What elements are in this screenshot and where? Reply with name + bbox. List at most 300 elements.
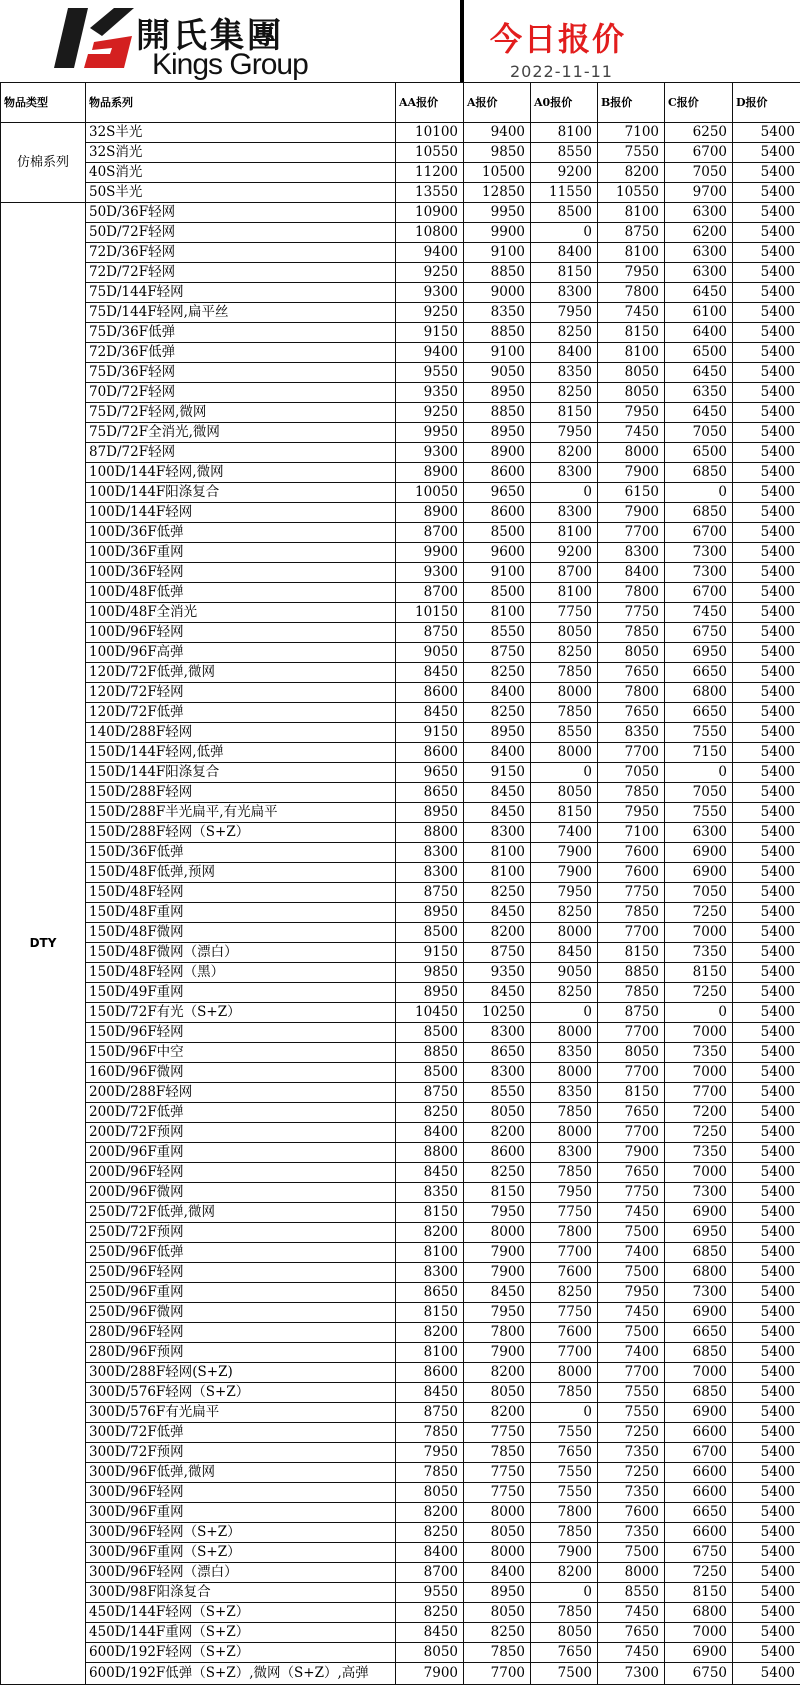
price-cell: 8850 bbox=[464, 403, 531, 423]
price-cell: 7550 bbox=[598, 1383, 665, 1403]
price-cell: 5400 bbox=[733, 1643, 800, 1663]
price-cell: 6750 bbox=[665, 623, 733, 643]
table-row bbox=[1, 503, 800, 523]
price-cell: 7900 bbox=[464, 1343, 531, 1363]
table-row bbox=[1, 923, 800, 943]
price-cell: 8200 bbox=[598, 163, 665, 183]
price-cell: 8850 bbox=[464, 263, 531, 283]
price-cell: 8750 bbox=[464, 943, 531, 963]
price-cell: 8300 bbox=[396, 863, 464, 883]
price-cell: 8350 bbox=[598, 723, 665, 743]
price-cell: 7950 bbox=[531, 883, 598, 903]
price-cell: 7250 bbox=[598, 1423, 665, 1443]
price-cell: 7900 bbox=[464, 1243, 531, 1263]
price-cell: 7550 bbox=[531, 1483, 598, 1503]
price-cell: 5400 bbox=[733, 1623, 800, 1643]
table-row bbox=[1, 1483, 800, 1503]
price-cell: 6850 bbox=[665, 1383, 733, 1403]
price-cell: 0 bbox=[531, 763, 598, 783]
price-cell: 5400 bbox=[733, 823, 800, 843]
price-cell: 8250 bbox=[396, 1103, 464, 1123]
price-cell: 5400 bbox=[733, 923, 800, 943]
product-name-cell: 32S消光 bbox=[86, 143, 396, 163]
price-cell: 5400 bbox=[733, 483, 800, 503]
price-cell: 5400 bbox=[733, 343, 800, 363]
price-cell: 5400 bbox=[733, 423, 800, 443]
table-row bbox=[1, 863, 800, 883]
price-cell: 9650 bbox=[396, 763, 464, 783]
table-row bbox=[1, 1303, 800, 1323]
price-cell: 6900 bbox=[665, 1403, 733, 1423]
price-cell: 8250 bbox=[531, 383, 598, 403]
price-cell: 7300 bbox=[598, 1663, 665, 1685]
price-cell: 6500 bbox=[665, 443, 733, 463]
price-cell: 0 bbox=[665, 763, 733, 783]
price-cell: 6800 bbox=[665, 683, 733, 703]
product-name-cell: 300D/288F轻网(S+Z) bbox=[86, 1363, 396, 1383]
price-cell: 10100 bbox=[396, 123, 464, 143]
price-cell: 7800 bbox=[598, 583, 665, 603]
price-cell: 5400 bbox=[733, 683, 800, 703]
product-name-cell: 120D/72F轻网 bbox=[86, 683, 396, 703]
price-cell: 5400 bbox=[733, 143, 800, 163]
price-cell: 8050 bbox=[598, 363, 665, 383]
table-row bbox=[1, 483, 800, 503]
table-row bbox=[1, 1063, 800, 1083]
product-name-cell: 50D/72F轻网 bbox=[86, 223, 396, 243]
product-name-cell: 280D/96F轻网 bbox=[86, 1323, 396, 1343]
product-name-cell: 150D/48F微网 bbox=[86, 923, 396, 943]
price-cell: 5400 bbox=[733, 1163, 800, 1183]
price-cell: 7700 bbox=[531, 1243, 598, 1263]
price-cell: 8700 bbox=[531, 563, 598, 583]
price-cell: 5400 bbox=[733, 1203, 800, 1223]
price-cell: 8400 bbox=[464, 1563, 531, 1583]
price-cell: 8850 bbox=[396, 1043, 464, 1063]
price-cell: 7850 bbox=[464, 1643, 531, 1663]
price-cell: 7800 bbox=[531, 1223, 598, 1243]
price-cell: 6250 bbox=[665, 123, 733, 143]
price-cell: 5400 bbox=[733, 403, 800, 423]
price-cell: 5400 bbox=[733, 643, 800, 663]
price-cell: 8050 bbox=[396, 1483, 464, 1503]
price-cell: 9050 bbox=[396, 643, 464, 663]
price-cell: 8300 bbox=[598, 543, 665, 563]
price-cell: 10550 bbox=[598, 183, 665, 203]
price-cell: 9950 bbox=[396, 423, 464, 443]
table-row bbox=[1, 1323, 800, 1343]
price-cell: 7750 bbox=[464, 1463, 531, 1483]
price-cell: 7550 bbox=[665, 723, 733, 743]
price-cell: 8300 bbox=[531, 463, 598, 483]
price-cell: 8350 bbox=[531, 1083, 598, 1103]
table-row bbox=[1, 803, 800, 823]
price-cell: 0 bbox=[531, 223, 598, 243]
price-cell: 11550 bbox=[531, 183, 598, 203]
price-cell: 7600 bbox=[598, 843, 665, 863]
product-name-cell: 50S半光 bbox=[86, 183, 396, 203]
price-cell: 7650 bbox=[598, 1103, 665, 1123]
table-row bbox=[1, 1203, 800, 1223]
category-cell: DTY bbox=[1, 203, 86, 1685]
price-cell: 6450 bbox=[665, 363, 733, 383]
table-row bbox=[1, 1123, 800, 1143]
price-cell: 6300 bbox=[665, 203, 733, 223]
price-cell: 9050 bbox=[531, 963, 598, 983]
table-row bbox=[1, 283, 800, 303]
product-name-cell: 100D/96F轻网 bbox=[86, 623, 396, 643]
price-cell: 8450 bbox=[396, 1383, 464, 1403]
price-cell: 7250 bbox=[665, 1123, 733, 1143]
price-cell: 8600 bbox=[396, 683, 464, 703]
table-row bbox=[1, 1383, 800, 1403]
table-row bbox=[1, 983, 800, 1003]
price-cell: 7950 bbox=[598, 1283, 665, 1303]
price-cell: 6650 bbox=[665, 663, 733, 683]
price-cell: 5400 bbox=[733, 183, 800, 203]
price-cell: 8050 bbox=[464, 1603, 531, 1623]
price-cell: 7900 bbox=[598, 1143, 665, 1163]
price-cell: 8050 bbox=[598, 1043, 665, 1063]
price-cell: 7250 bbox=[665, 1563, 733, 1583]
product-name-cell: 72D/72F轻网 bbox=[86, 263, 396, 283]
price-cell: 7800 bbox=[464, 1323, 531, 1343]
price-cell: 6350 bbox=[665, 383, 733, 403]
product-name-cell: 300D/96F重网（S+Z） bbox=[86, 1543, 396, 1563]
price-cell: 9250 bbox=[396, 303, 464, 323]
table-row bbox=[1, 1523, 800, 1543]
price-cell: 8550 bbox=[598, 1583, 665, 1603]
table-row bbox=[1, 1443, 800, 1463]
price-cell: 7350 bbox=[598, 1523, 665, 1543]
price-cell: 7750 bbox=[598, 603, 665, 623]
price-cell: 5400 bbox=[733, 163, 800, 183]
price-cell: 7350 bbox=[665, 1043, 733, 1063]
price-cell: 5400 bbox=[733, 1363, 800, 1383]
price-cell: 7550 bbox=[531, 1463, 598, 1483]
price-cell: 8550 bbox=[531, 143, 598, 163]
price-cell: 8100 bbox=[531, 583, 598, 603]
price-cell: 7250 bbox=[665, 983, 733, 1003]
price-cell: 8050 bbox=[531, 623, 598, 643]
price-cell: 8000 bbox=[531, 1023, 598, 1043]
price-cell: 7850 bbox=[531, 703, 598, 723]
price-cell: 5400 bbox=[733, 1043, 800, 1063]
price-cell: 5400 bbox=[733, 1283, 800, 1303]
price-cell: 8600 bbox=[396, 1363, 464, 1383]
column-header: 物品系列 bbox=[86, 83, 396, 123]
price-cell: 6300 bbox=[665, 823, 733, 843]
page-title: 今日报价 bbox=[490, 14, 626, 60]
price-cell: 7750 bbox=[531, 1303, 598, 1323]
price-cell: 5400 bbox=[733, 243, 800, 263]
price-cell: 7650 bbox=[598, 1623, 665, 1643]
price-cell: 8950 bbox=[396, 803, 464, 823]
table-row bbox=[1, 243, 800, 263]
price-cell: 5400 bbox=[733, 963, 800, 983]
price-cell: 7500 bbox=[598, 1223, 665, 1243]
table-row bbox=[1, 963, 800, 983]
product-name-cell: 150D/144F轻网,低弹 bbox=[86, 743, 396, 763]
product-name-cell: 100D/144F轻网,微网 bbox=[86, 463, 396, 483]
table-row bbox=[1, 463, 800, 483]
price-cell: 7400 bbox=[598, 1243, 665, 1263]
price-cell: 8150 bbox=[598, 943, 665, 963]
product-name-cell: 150D/288F轻网（S+Z） bbox=[86, 823, 396, 843]
product-name-cell: 150D/48F轻网（黑） bbox=[86, 963, 396, 983]
price-cell: 5400 bbox=[733, 1063, 800, 1083]
price-cell: 8250 bbox=[464, 703, 531, 723]
price-cell: 5400 bbox=[733, 843, 800, 863]
price-cell: 5400 bbox=[733, 883, 800, 903]
price-cell: 10250 bbox=[464, 1003, 531, 1023]
price-cell: 8400 bbox=[396, 1543, 464, 1563]
price-cell: 7950 bbox=[598, 263, 665, 283]
price-cell: 7350 bbox=[665, 943, 733, 963]
price-cell: 8300 bbox=[464, 1063, 531, 1083]
price-cell: 7000 bbox=[665, 923, 733, 943]
price-cell: 8900 bbox=[464, 443, 531, 463]
product-name-cell: 200D/72F低弹 bbox=[86, 1103, 396, 1123]
price-cell: 5400 bbox=[733, 583, 800, 603]
product-name-cell: 300D/96F低弹,微网 bbox=[86, 1463, 396, 1483]
product-name-cell: 300D/98F阳涤复合 bbox=[86, 1583, 396, 1603]
header bbox=[0, 0, 800, 82]
price-cell: 8650 bbox=[464, 1043, 531, 1063]
table-row bbox=[1, 723, 800, 743]
price-cell: 8050 bbox=[464, 1523, 531, 1543]
price-cell: 5400 bbox=[733, 463, 800, 483]
price-cell: 6150 bbox=[598, 483, 665, 503]
price-cell: 8050 bbox=[598, 643, 665, 663]
price-cell: 5400 bbox=[733, 363, 800, 383]
product-name-cell: 150D/48F轻网 bbox=[86, 883, 396, 903]
price-cell: 8450 bbox=[396, 1623, 464, 1643]
ks-logo-icon bbox=[54, 6, 134, 70]
price-cell: 7650 bbox=[598, 1163, 665, 1183]
table-row bbox=[1, 1463, 800, 1483]
price-cell: 9150 bbox=[464, 763, 531, 783]
price-cell: 6100 bbox=[665, 303, 733, 323]
price-cell: 8250 bbox=[531, 1283, 598, 1303]
table-row bbox=[1, 163, 800, 183]
price-cell: 7950 bbox=[598, 803, 665, 823]
product-name-cell: 75D/144F轻网 bbox=[86, 283, 396, 303]
price-cell: 5400 bbox=[733, 1023, 800, 1043]
price-cell: 10900 bbox=[396, 203, 464, 223]
price-cell: 8500 bbox=[464, 523, 531, 543]
price-cell: 8250 bbox=[531, 983, 598, 1003]
price-cell: 5400 bbox=[733, 1103, 800, 1123]
price-cell: 9300 bbox=[396, 283, 464, 303]
table-row bbox=[1, 1003, 800, 1023]
price-cell: 7300 bbox=[665, 1183, 733, 1203]
price-cell: 7350 bbox=[598, 1443, 665, 1463]
price-cell: 8150 bbox=[396, 1203, 464, 1223]
price-cell: 5400 bbox=[733, 383, 800, 403]
price-cell: 8750 bbox=[396, 1403, 464, 1423]
price-cell: 6900 bbox=[665, 1303, 733, 1323]
price-cell: 8000 bbox=[531, 1063, 598, 1083]
price-cell: 7850 bbox=[531, 663, 598, 683]
table-row bbox=[1, 303, 800, 323]
table-row bbox=[1, 623, 800, 643]
price-cell: 7850 bbox=[396, 1463, 464, 1483]
price-cell: 5400 bbox=[733, 1583, 800, 1603]
price-cell: 7450 bbox=[598, 1303, 665, 1323]
product-name-cell: 200D/96F重网 bbox=[86, 1143, 396, 1163]
price-cell: 6850 bbox=[665, 1243, 733, 1263]
product-name-cell: 100D/144F阳涤复合 bbox=[86, 483, 396, 503]
price-cell: 8600 bbox=[464, 463, 531, 483]
price-cell: 8500 bbox=[396, 1063, 464, 1083]
product-name-cell: 600D/192F低弹（S+Z）,微网（S+Z）,高弹 bbox=[86, 1663, 396, 1685]
price-cell: 5400 bbox=[733, 1243, 800, 1263]
price-cell: 7850 bbox=[531, 1523, 598, 1543]
price-cell: 8250 bbox=[464, 1623, 531, 1643]
price-cell: 7750 bbox=[464, 1483, 531, 1503]
price-cell: 9100 bbox=[464, 563, 531, 583]
table-row bbox=[1, 523, 800, 543]
price-cell: 8050 bbox=[598, 383, 665, 403]
price-cell: 7150 bbox=[665, 743, 733, 763]
price-cell: 5400 bbox=[733, 123, 800, 143]
price-cell: 7450 bbox=[598, 1603, 665, 1623]
product-name-cell: 200D/288F轻网 bbox=[86, 1083, 396, 1103]
price-cell: 8100 bbox=[598, 343, 665, 363]
price-cell: 7600 bbox=[531, 1263, 598, 1283]
price-cell: 5400 bbox=[733, 723, 800, 743]
price-cell: 9350 bbox=[396, 383, 464, 403]
table-row bbox=[1, 703, 800, 723]
price-cell: 8000 bbox=[598, 443, 665, 463]
table-row bbox=[1, 403, 800, 423]
price-cell: 9400 bbox=[464, 123, 531, 143]
product-name-cell: 300D/96F轻网 bbox=[86, 1483, 396, 1503]
table-row bbox=[1, 223, 800, 243]
price-cell: 7100 bbox=[598, 123, 665, 143]
price-cell: 8300 bbox=[531, 1143, 598, 1163]
product-name-cell: 280D/96F预网 bbox=[86, 1343, 396, 1363]
price-cell: 8450 bbox=[396, 1163, 464, 1183]
price-cell: 7950 bbox=[464, 1303, 531, 1323]
table-row bbox=[1, 1283, 800, 1303]
table-row bbox=[1, 1363, 800, 1383]
price-cell: 5400 bbox=[733, 763, 800, 783]
product-name-cell: 300D/96F重网 bbox=[86, 1503, 396, 1523]
price-cell: 8250 bbox=[531, 323, 598, 343]
table-row bbox=[1, 823, 800, 843]
price-cell: 5400 bbox=[733, 1523, 800, 1543]
price-cell: 8350 bbox=[531, 363, 598, 383]
price-cell: 5400 bbox=[733, 943, 800, 963]
product-name-cell: 250D/96F低弹 bbox=[86, 1243, 396, 1263]
price-cell: 7950 bbox=[531, 423, 598, 443]
price-cell: 5400 bbox=[733, 1383, 800, 1403]
product-name-cell: 100D/36F低弹 bbox=[86, 523, 396, 543]
price-cell: 8100 bbox=[531, 123, 598, 143]
price-cell: 8000 bbox=[531, 743, 598, 763]
product-name-cell: 75D/72F轻网,微网 bbox=[86, 403, 396, 423]
price-cell: 8400 bbox=[598, 563, 665, 583]
price-cell: 8050 bbox=[464, 1383, 531, 1403]
price-cell: 8350 bbox=[396, 1183, 464, 1203]
price-cell: 8300 bbox=[396, 843, 464, 863]
price-cell: 9050 bbox=[464, 363, 531, 383]
price-cell: 8100 bbox=[396, 1243, 464, 1263]
product-name-cell: 32S半光 bbox=[86, 123, 396, 143]
price-cell: 7650 bbox=[598, 663, 665, 683]
price-cell: 5400 bbox=[733, 1443, 800, 1463]
table-row bbox=[1, 423, 800, 443]
price-cell: 7850 bbox=[531, 1603, 598, 1623]
price-cell: 6600 bbox=[665, 1483, 733, 1503]
price-cell: 8450 bbox=[464, 783, 531, 803]
table-row bbox=[1, 1143, 800, 1163]
price-cell: 8500 bbox=[464, 583, 531, 603]
price-cell: 8100 bbox=[598, 243, 665, 263]
price-cell: 5400 bbox=[733, 983, 800, 1003]
price-cell: 7400 bbox=[598, 1343, 665, 1363]
price-cell: 6950 bbox=[665, 643, 733, 663]
price-cell: 8000 bbox=[531, 1123, 598, 1143]
price-cell: 9250 bbox=[396, 263, 464, 283]
price-cell: 8200 bbox=[464, 1123, 531, 1143]
table-row bbox=[1, 443, 800, 463]
price-cell: 5400 bbox=[733, 623, 800, 643]
table-row bbox=[1, 323, 800, 343]
price-cell: 5400 bbox=[733, 743, 800, 763]
price-cell: 8750 bbox=[396, 883, 464, 903]
price-cell: 8600 bbox=[464, 503, 531, 523]
price-cell: 7550 bbox=[531, 1423, 598, 1443]
price-cell: 7700 bbox=[598, 1363, 665, 1383]
price-cell: 5400 bbox=[733, 1223, 800, 1243]
price-cell: 8550 bbox=[464, 1083, 531, 1103]
price-cell: 6600 bbox=[665, 1523, 733, 1543]
table-row bbox=[1, 183, 800, 203]
product-name-cell: 150D/72F有光（S+Z） bbox=[86, 1003, 396, 1023]
price-cell: 5400 bbox=[733, 1543, 800, 1563]
price-cell: 9300 bbox=[396, 563, 464, 583]
price-cell: 6300 bbox=[665, 263, 733, 283]
price-cell: 9550 bbox=[396, 363, 464, 383]
price-cell: 5400 bbox=[733, 283, 800, 303]
product-name-cell: 75D/144F轻网,扁平丝 bbox=[86, 303, 396, 323]
table-row bbox=[1, 1163, 800, 1183]
price-cell: 9900 bbox=[464, 223, 531, 243]
price-cell: 7850 bbox=[531, 1383, 598, 1403]
brand-name-cn: 開氏集團 bbox=[136, 8, 284, 57]
price-cell: 5400 bbox=[733, 1303, 800, 1323]
price-cell: 5400 bbox=[733, 863, 800, 883]
price-cell: 0 bbox=[531, 1003, 598, 1023]
price-cell: 8100 bbox=[531, 523, 598, 543]
price-cell: 5400 bbox=[733, 543, 800, 563]
price-cell: 7500 bbox=[598, 1263, 665, 1283]
price-cell: 8250 bbox=[396, 1523, 464, 1543]
price-cell: 5400 bbox=[733, 1463, 800, 1483]
price-cell: 9100 bbox=[464, 243, 531, 263]
price-cell: 13550 bbox=[396, 183, 464, 203]
product-name-cell: 100D/36F重网 bbox=[86, 543, 396, 563]
price-cell: 6450 bbox=[665, 403, 733, 423]
price-cell: 8300 bbox=[464, 823, 531, 843]
product-name-cell: 200D/72F预网 bbox=[86, 1123, 396, 1143]
price-cell: 7050 bbox=[598, 763, 665, 783]
price-cell: 7550 bbox=[598, 1403, 665, 1423]
price-cell: 5400 bbox=[733, 1183, 800, 1203]
